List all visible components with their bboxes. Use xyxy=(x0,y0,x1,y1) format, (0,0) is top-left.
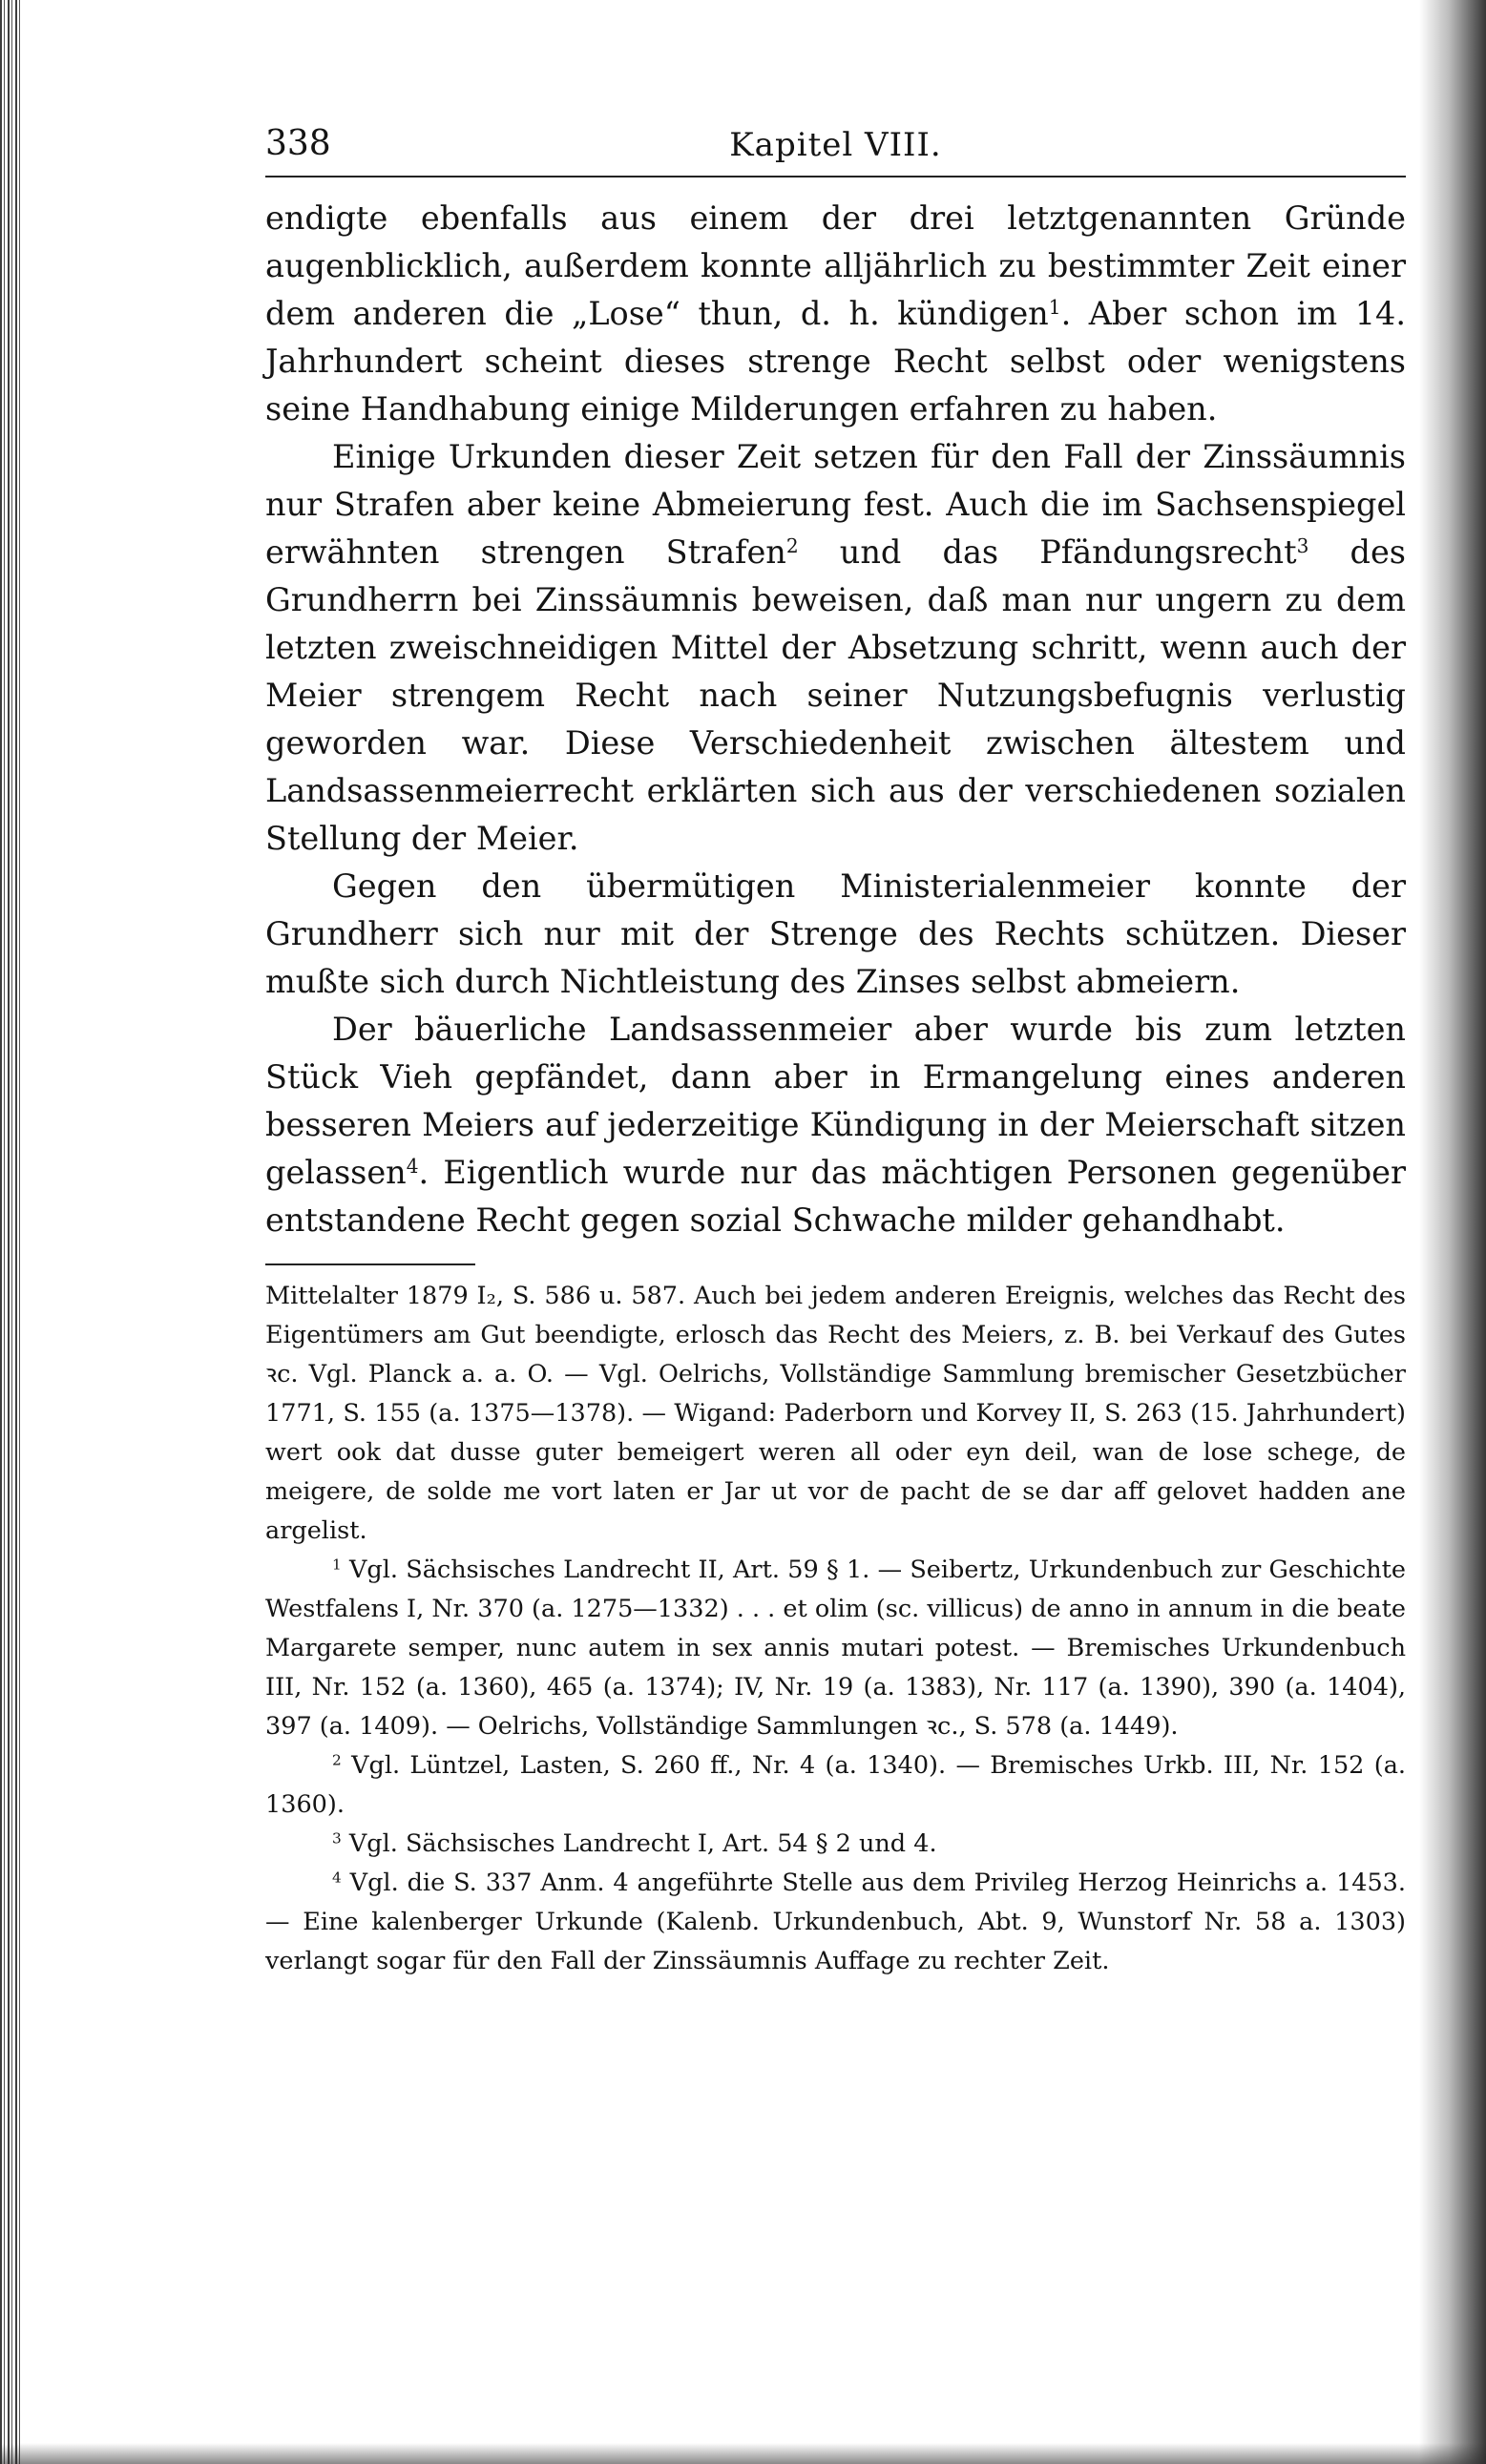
footnote-2-text: Vgl. Lüntzel, Lasten, S. 260 ff., Nr. 4 (a. 1340). — Bremisches Urkb. III, Nr. 152 (a. 1360). xyxy=(265,1751,1406,1819)
main-text xyxy=(265,195,1406,1244)
paragraph-1-tail: . Aber schon im 14. Jahrhundert scheint dieses strenge Recht selbst oder wenigstens seine Handhabung einige Milderungen erfahren zu haben. xyxy=(265,295,1406,428)
footnote-3-text: Vgl. Sächsisches Landrecht I, Art. 54 § 2 und 4. xyxy=(341,1829,937,1858)
paragraph-4-tail: . Eigentlich wurde nur das mächtigen Personen gegenüber entstandene Recht gegen sozial Schwache milder gehandhabt. xyxy=(265,1154,1406,1239)
paragraph-3 xyxy=(265,863,1406,1006)
paragraph-4-text: Der bäuerliche Landsassenmeier aber wurde bis zum letzten Stück Vieh gepfändet, dann aber in Ermangelung eines anderen besseren Meiers auf jederzeitige Kündigung in der Meierschaft sitzen gelassen xyxy=(265,1011,1406,1191)
paragraph-1 xyxy=(265,195,1406,433)
footnote-continued xyxy=(265,1277,1406,1551)
footnote-4 xyxy=(265,1864,1406,1981)
paragraph-2-tail-2: des Grundherrn bei Zinssäumnis beweisen, daß man nur ungern zu dem letzten zweischneidigen Mittel der Absetzung schritt, wenn auch der Meier strengem Recht nach seiner Nutzungsbefugnis verlustig geworden war. Diese Verschiedenheit zwischen ältestem und Landsassenmeierrecht erklärten sich aus der verschiedenen sozialen Stellung der Meier. xyxy=(265,533,1406,857)
running-head: Kapitel VIII. xyxy=(729,126,942,164)
footnote-2-mark: 2 xyxy=(332,1751,342,1769)
paragraph-4 xyxy=(265,1006,1406,1244)
paragraph-2 xyxy=(265,433,1406,863)
paragraph-2-text: Einige Urkunden dieser Zeit setzen für den Fall der Zinssäumnis nur Strafen aber keine Abmeierung fest. Auch die im Sachsenspiegel erwähnten strengen Strafen xyxy=(265,438,1406,571)
footnote-ref-1: 1 xyxy=(1048,295,1061,319)
footnote-4-text: Vgl. die S. 337 Anm. 4 angeführte Stelle aus dem Privileg Herzog Heinrichs a. 1453. — Eine kalenberger Urkunde (Kalenb. Urkundenbuch, Abt. 9, Wunstorf Nr. 58 a. 1303) verlangt sogar für den Fall der Zinssäumnis Auffage zu rechter Zeit. xyxy=(265,1869,1406,1975)
paragraph-2-tail: und das Pfändungsrecht xyxy=(798,533,1297,571)
footnote-continued-text: Mittelalter 1879 I₂, S. 586 u. 587. Auch bei jedem anderen Ereignis, welches das Recht des Eigentümers am Gut beendigte, erlosch das Recht des Meiers, z. B. bei Verkauf des Gutes ꝛc. Vgl. Planck a. a. O. — Vgl. Oelrichs, Vollständige Sammlung bremischer Gesetzbücher 1771, S. 155 (a. 1375—1378). — Wigand: Paderborn und Korvey II, S. 263 (15. Jahrhundert) wert ook dat dusse guter bemeigert weren all oder eyn deil, wan de lose schege, de meigere, de solde me vort laten er Jar ut vor de pacht de se dar aff gelovet hadden ane argelist. xyxy=(265,1282,1406,1545)
footnote-divider xyxy=(265,1263,475,1265)
footnote-ref-2: 2 xyxy=(785,533,799,557)
footnote-1 xyxy=(265,1551,1406,1746)
page-header xyxy=(265,116,1406,177)
footnote-3 xyxy=(265,1825,1406,1864)
paragraph-1-text: endigte ebenfalls aus einem der drei letztgenannten Gründe augenblicklich, außerdem konnte alljährlich zu bestimmter Zeit einer dem anderen die „Lose“ thun, d. h. kündigen xyxy=(265,199,1406,332)
footnote-4-mark: 4 xyxy=(332,1869,342,1887)
scan-bottom-edge xyxy=(0,2443,1486,2464)
paragraph-3-text: Gegen den übermütigen Ministerialenmeier konnte der Grundherr sich nur mit der Strenge des Rechts schützen. Dieser mußte sich durch Nichtleistung des Zinses selbst abmeiern. xyxy=(265,867,1406,1000)
footnote-1-text: Vgl. Sächsisches Landrecht II, Art. 59 § 1. — Seibertz, Urkundenbuch zur Geschichte Westfalens I, Nr. 370 (a. 1275—1332) . . . et olim (sc. villicus) de anno in annum in die beate Margarete semper, nunc autem in sex annis mutari potest. — Bremisches Urkundenbuch III, Nr. 152 (a. 1360), 465 (a. 1374); IV, Nr. 19 (a. 1383), Nr. 117 (a. 1390), 390 (a. 1404), 397 (a. 1409). — Oelrichs, Vollständige Sammlungen ꝛc., S. 578 (a. 1449). xyxy=(265,1556,1406,1741)
page-number: 338 xyxy=(265,124,331,163)
footnote-ref-4: 4 xyxy=(406,1154,419,1178)
scan-shadow-edge xyxy=(1419,0,1486,2464)
footnote-ref-3: 3 xyxy=(1296,533,1309,557)
footnotes xyxy=(265,1277,1406,1981)
book-page xyxy=(265,116,1406,1981)
footnote-3-mark: 3 xyxy=(332,1829,342,1848)
footnote-1-mark: 1 xyxy=(332,1556,342,1574)
scan-binding-edge xyxy=(0,0,21,2464)
footnote-2 xyxy=(265,1746,1406,1825)
